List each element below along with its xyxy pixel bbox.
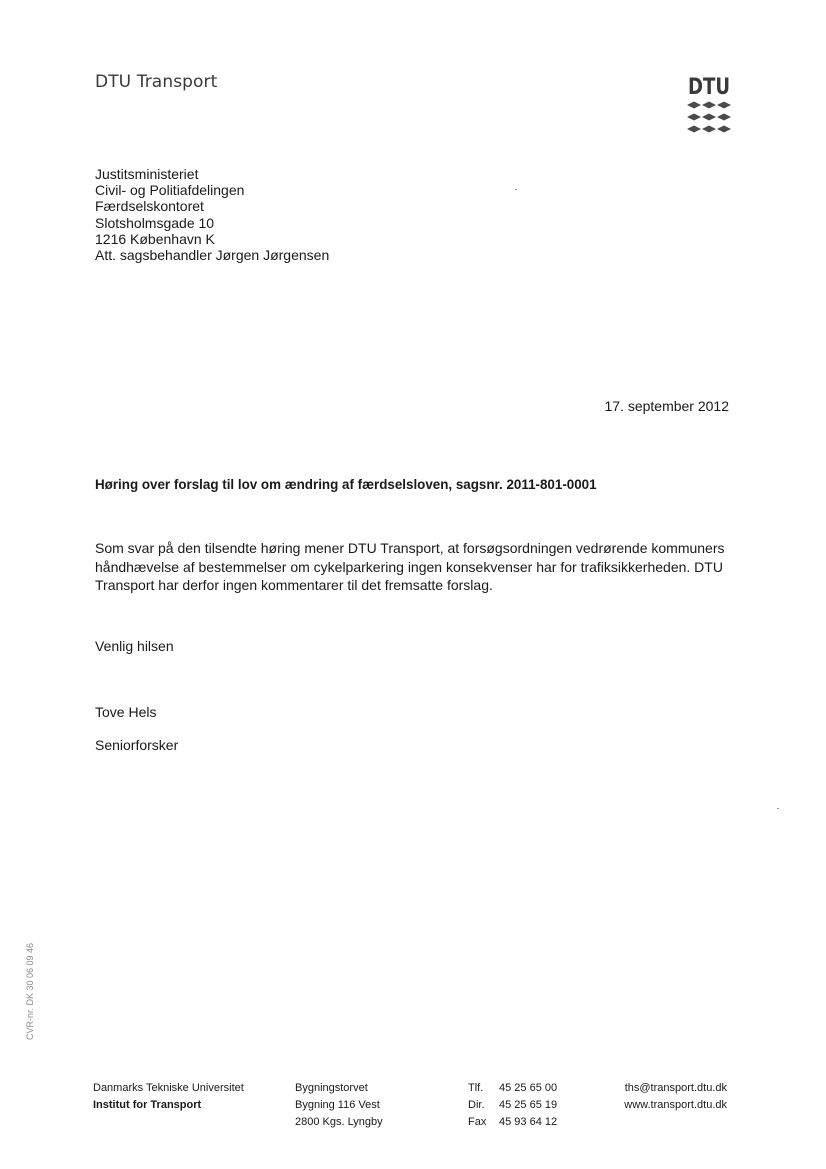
phone-label: Tlf. bbox=[468, 1082, 484, 1094]
letter-date: 17. september 2012 bbox=[604, 398, 729, 414]
footer-phone-row bbox=[468, 1097, 557, 1114]
closing-greeting: Venlig hilsen bbox=[95, 638, 174, 654]
phone-number: 45 93 64 12 bbox=[499, 1116, 558, 1128]
recipient-line: Att. sagsbehandler Jørgen Jørgensen bbox=[95, 247, 330, 264]
dtu-logo bbox=[686, 72, 732, 138]
recipient-line: Justitsministeriet bbox=[95, 166, 199, 182]
recipient-address bbox=[95, 166, 329, 263]
footer-address bbox=[295, 1080, 383, 1131]
phone-label: Fax bbox=[468, 1116, 487, 1128]
recipient-line: Slotsholmsgade 10 bbox=[95, 214, 215, 231]
footer-university: Danmarks Tekniske Universitet bbox=[93, 1082, 244, 1094]
logo-text: DTU bbox=[688, 75, 730, 100]
phone-number: 45 25 65 19 bbox=[499, 1099, 558, 1111]
footer-phone-row bbox=[468, 1114, 557, 1131]
footer-phone-row bbox=[468, 1080, 557, 1097]
footer-address-line: Bygning 116 Vest bbox=[295, 1099, 380, 1111]
signature-name: Tove Hels bbox=[95, 704, 157, 720]
phone-label: Dir. bbox=[468, 1099, 485, 1111]
phone-number: 45 25 65 00 bbox=[499, 1082, 558, 1094]
cvr-number: CVR-nr. DK 30 06 09 46 bbox=[25, 942, 35, 1040]
footer-institute: Institut for Transport bbox=[93, 1099, 202, 1111]
footer-contact bbox=[624, 1080, 727, 1114]
footer-email[interactable]: ths@transport.dtu.dk bbox=[624, 1082, 727, 1094]
footer-phones bbox=[468, 1080, 557, 1131]
letter-subject: Høring over forslag til lov om ændring af færdselsloven, sagsnr. 2011-801-0001 bbox=[95, 477, 597, 492]
footer-address-line: 2800 Kgs. Lyngby bbox=[295, 1116, 383, 1128]
logo-diamonds-icon bbox=[687, 102, 731, 133]
footer-institution bbox=[93, 1080, 244, 1114]
scan-speck bbox=[515, 189, 517, 190]
footer-website[interactable]: www.transport.dtu.dk bbox=[624, 1099, 727, 1111]
recipient-line: 1216 København K bbox=[95, 230, 215, 247]
signature-title: Seniorforsker bbox=[95, 737, 179, 753]
scan-speck bbox=[777, 808, 779, 809]
recipient-line: Civil- og Politiafdelingen bbox=[95, 182, 245, 199]
letter-body: Som svar på den tilsendte høring mener DTU Transport, at forsøgsordningen vedrørende kommuners håndhævelse af bestemmelser om cykelparkering ingen konsekvenser har for trafiksikkerheden. DTU Transport har derfor ingen kommentarer til det fremsatte forslag. bbox=[95, 540, 725, 593]
unit-name: DTU Transport bbox=[95, 72, 218, 92]
recipient-line: Færdselskontoret bbox=[95, 198, 204, 215]
footer-address-line: Bygningstorvet bbox=[295, 1082, 368, 1094]
